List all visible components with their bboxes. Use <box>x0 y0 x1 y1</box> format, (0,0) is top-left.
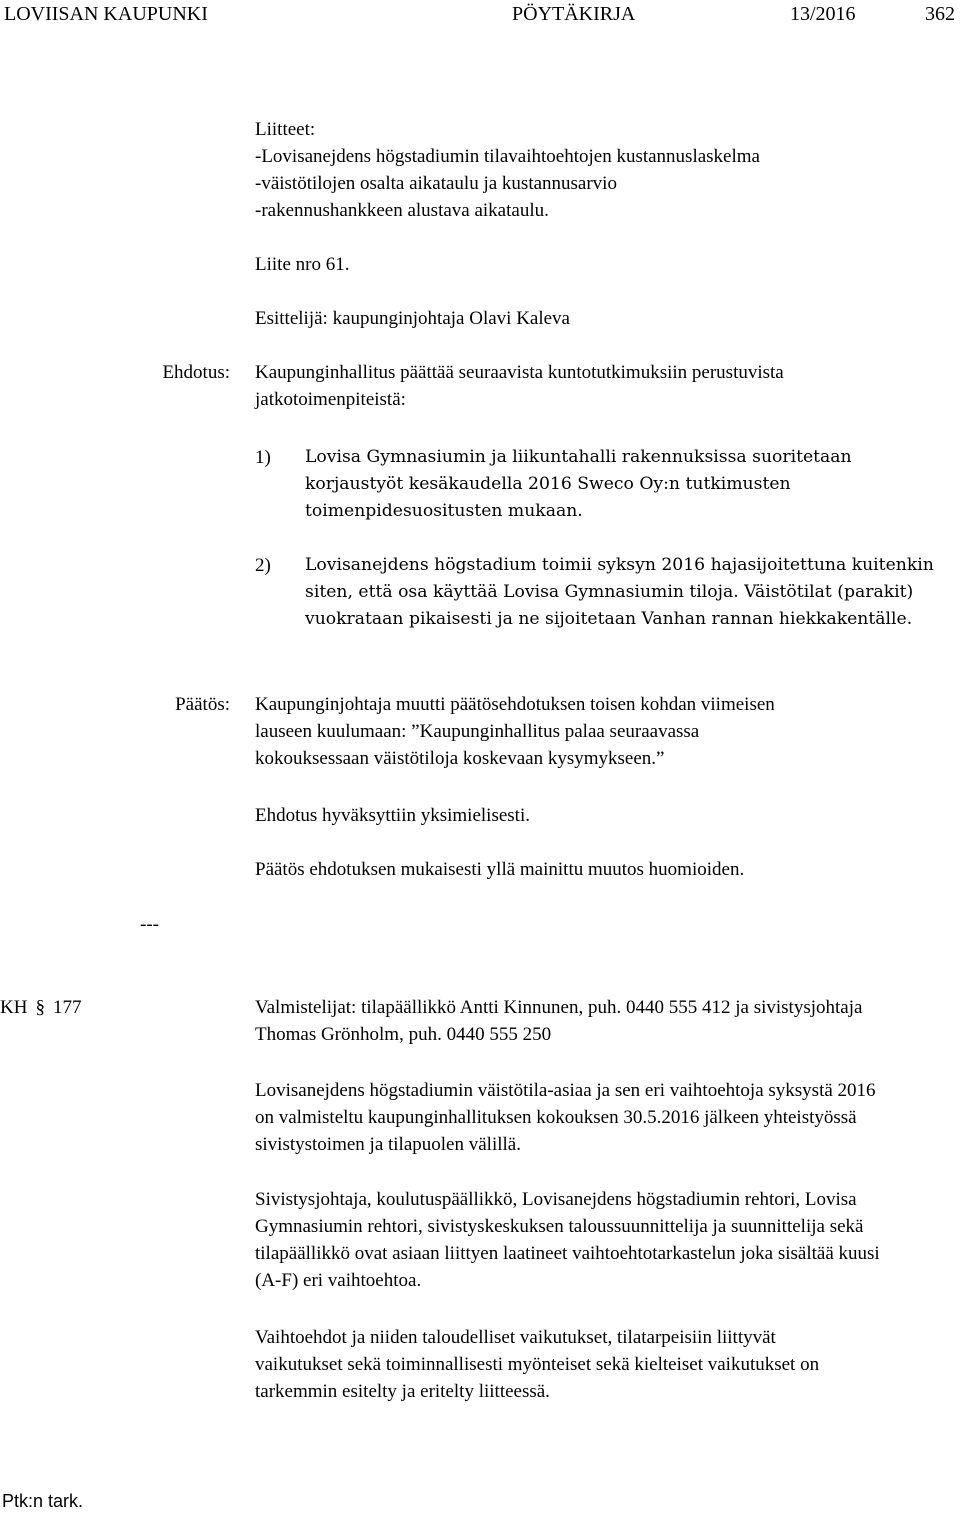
proposal-item-text: Lovisanejdens högstadium toimii syksyn 2016 hajasijoitettuna kuitenkin siten, että osa käyttää Lovisa Gymnasiumin tiloja. Väistötilat (parakit) vuokrataan pikaisesti ja ne sijoitetaan Vanhan rannan hiekkakentälle. <box>305 555 934 629</box>
section-separator: --- <box>140 914 159 935</box>
item-reference <box>0 994 81 1021</box>
decision-approved: Ehdotus hyväksyttiin yksimielisesti. <box>255 805 530 826</box>
proposal-intro: Kaupunginhallitus päättää seuraavista kuntotutkimuksiin perustuvista jatkotoimenpiteistä: <box>255 362 784 410</box>
attachments-title: Liitteet: <box>255 119 316 140</box>
item-paragraph: Lovisanejdens högstadiumin väistötila-asiaa ja sen eri vaihtoehtoja syksystä 2016 on valmisteltu kaupunginhallituksen kokouksen 30.5.2016 jälkeen yhteistyössä sivistystoimen ja tilapuolen välillä. <box>255 1080 876 1155</box>
presenter: Esittelijä: kaupunginjohtaja Olavi Kaleva <box>255 308 570 329</box>
proposal-label: Ehdotus: <box>162 362 230 383</box>
header-org: LOVIISAN KAUPUNKI <box>4 3 208 25</box>
attachment-item: -väistötilojen osalta aikataulu ja kustannusarvio <box>255 173 617 194</box>
item-paragraph: Sivistysjohtaja, koulutuspäällikkö, Lovisanejdens högstadiumin rehtori, Lovisa Gymnasiumin rehtori, sivistyskeskuksen taloussuunnittelija ja suunnittelija sekä tilapäällikkö ovat asiaan liittyen laatineet vaihtoehtotarkastelun joka sisältää kuusi (A-F) eri vaihtoehtoa. <box>255 1189 880 1291</box>
proposal-item-number: 1) <box>255 447 271 468</box>
header-page-number: 362 <box>925 3 955 25</box>
decision-note: Päätös ehdotuksen mukaisesti yllä mainittu muutos huomioiden. <box>255 859 745 880</box>
header-doc-type: PÖYTÄKIRJA <box>512 3 636 25</box>
minutes-check-label: Ptk:n tark. <box>2 1491 84 1511</box>
proposal-item-text: Lovisa Gymnasiumin ja liikuntahalli rakennuksissa suoritetaan korjaustyöt kesäkaudella 2016 Sweco Oy:n tutkimusten toimenpidesuositusten mukaan. <box>305 447 852 521</box>
proposal-item <box>255 444 935 525</box>
proposal-item <box>255 552 935 633</box>
header-issue: 13/2016 <box>790 3 856 25</box>
decision-text: Kaupunginjohtaja muutti päätösehdotuksen toisen kohdan viimeisen lauseen kuulumaan: ”Kaupunginhallitus palaa seuraavassa kokouksessaan väistötiloja koskevaan kysymykseen.” <box>255 694 775 769</box>
item-paragraph: Vaihtoehdot ja niiden taloudelliset vaikutukset, tilatarpeisiin liittyvät vaikutukset sekä toiminnallisesti myönteiset sekä kielteiset vaikutukset on tarkemmin esitelty ja eritelty liitteessä. <box>255 1327 820 1402</box>
decision-label: Päätös: <box>175 694 230 715</box>
attachment-number: Liite nro 61. <box>255 254 350 275</box>
item-code: KH <box>0 997 28 1018</box>
proposal-item-number: 2) <box>255 555 271 576</box>
attachment-item: -Lovisanejdens högstadiumin tilavaihtoehtojen kustannuslaskelma <box>255 146 760 167</box>
item-number: 177 <box>52 997 82 1018</box>
attachment-item: -rakennushankkeen alustava aikataulu. <box>255 200 549 221</box>
section-sign: § <box>35 997 45 1018</box>
attachments <box>255 116 945 224</box>
item-preparers: Valmistelijat: tilapäällikkö Antti Kinnunen, puh. 0440 555 412 ja sivistysjohtaja Thomas Grönholm, puh. 0440 555 250 <box>255 997 863 1045</box>
